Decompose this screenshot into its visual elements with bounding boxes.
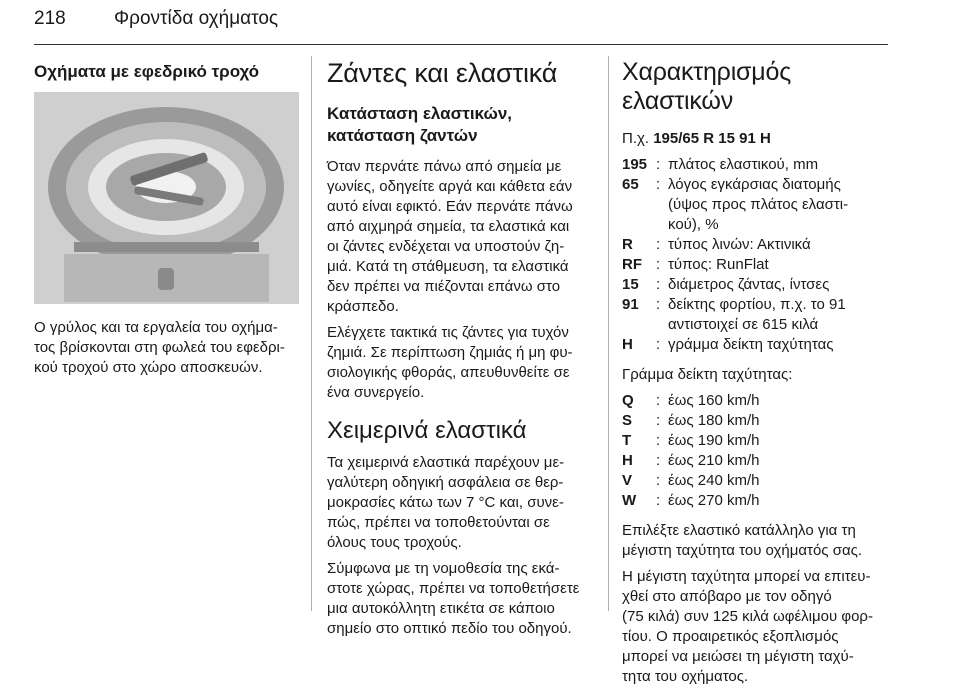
subsection-heading-winter: Χειμερινά ελαστικά xyxy=(327,417,527,444)
definition-row xyxy=(622,411,890,431)
definition-value: έως 240 km/h xyxy=(668,472,760,489)
colon: : xyxy=(656,236,661,253)
paragraph: Τα χειμερινά ελαστικά παρέχουν με- γαλύτερη οδηγική ασφάλεια σε θερ- μοκρασίες κάτω των 7 °C και, συνε- πώς, πρέπει να τοποθετούνται σε όλους τους τροχούς. xyxy=(327,454,565,551)
definition-key: T xyxy=(622,432,632,449)
definition-row xyxy=(622,155,890,175)
definition-value: δείκτης φορτίου, π.χ. το 91 αντιστοιχεί σε 615 κιλά xyxy=(668,296,846,333)
spare-wheel-illustration xyxy=(34,92,299,304)
colon: : xyxy=(656,392,661,409)
definition-key: H xyxy=(622,336,633,353)
paragraph: Όταν περνάτε πάνω από σημεία με γωνίες, οδηγείτε αργά και κάθετα εάν αυτό είναι εφικτό. Εάν περνάτε πάνω από αιχμηρά σημεία, τα ελαστικά και οι ζάντες ενδέχεται να υποστούν ζη- μιά. Κατά τη στάθμευση, τα ελαστικά δεν πρέπει να πιέζονται επάνω στο κράσπεδο. xyxy=(327,158,573,315)
example-prefix: Π.χ. xyxy=(622,130,650,147)
definition-key: W xyxy=(622,492,637,509)
definition-row xyxy=(622,255,890,275)
example-line xyxy=(622,130,890,147)
photo-caption xyxy=(34,318,299,378)
caption-line: τος βρίσκονται στη φωλεά του εφεδρι- xyxy=(34,339,285,356)
column-divider xyxy=(311,56,312,611)
page-header xyxy=(34,8,884,44)
definition-key: 65 xyxy=(622,176,639,193)
definition-value: τύπος: RunFlat xyxy=(668,256,769,273)
definition-value: γράμμα δείκτη ταχύτητας xyxy=(668,336,834,353)
definition-row xyxy=(622,491,890,511)
speed-list xyxy=(622,391,890,511)
column-tyre-designations xyxy=(622,56,890,693)
definition-value: πλάτος ελαστικού, mm xyxy=(668,156,819,173)
definition-value: έως 180 km/h xyxy=(668,412,760,429)
paragraph: Ελέγχετε τακτικά τις ζάντες για τυχόν ζημιά. Σε περίπτωση ζημιάς ή μη φυ- σιολογικής φθοράς, απευθυνθείτε σε ένα συνεργείο. xyxy=(327,324,573,401)
colon: : xyxy=(656,336,661,353)
paragraph: Σύμφωνα με τη νομοθεσία της εκά- στοτε χώρας, πρέπει να τοποθετήσετε μια αυτοκόλλητη ετικέτα σε κάποιο σημείο στο οπτικό πεδίο του οδηγού. xyxy=(327,560,580,637)
spare-wheel-photo xyxy=(34,92,299,304)
definition-row xyxy=(622,235,890,255)
definition-row xyxy=(622,275,890,295)
page-number: 218 xyxy=(34,8,66,29)
definition-row xyxy=(622,175,890,235)
definition-row xyxy=(622,471,890,491)
heading-line: κατάσταση ζαντών xyxy=(327,126,478,145)
column-divider xyxy=(608,56,609,611)
definition-key: H xyxy=(622,452,633,469)
designation-list xyxy=(622,155,890,355)
definition-key: 195 xyxy=(622,156,648,173)
definition-key: R xyxy=(622,236,633,253)
definition-value: έως 270 km/h xyxy=(668,492,760,509)
definition-value: έως 190 km/h xyxy=(668,432,760,449)
paragraph: Η μέγιστη ταχύτητα μπορεί να επιτευ- χθεί στο απόβαρο με τον οδηγό (75 κιλά) συν 125 κιλά ωφέλιμου φορ- τίου. Ο προαιρετικός εξοπλισμός μπορεί να μειώσει τη μέγιστη ταχύ- τητα του οχήματος. xyxy=(622,568,873,685)
paragraph: Επιλέξτε ελαστικό κατάλληλο για τη μέγιστη ταχύτητα του οχήματός σας. xyxy=(622,522,863,559)
example-code: 195/65 R 15 91 H xyxy=(653,130,771,147)
colon: : xyxy=(656,176,661,193)
definition-key: V xyxy=(622,472,633,489)
caption-line: κού τροχού στο χώρο αποσκευών. xyxy=(34,359,263,376)
definition-row xyxy=(622,431,890,451)
column-wheels-tyres xyxy=(327,56,597,645)
definition-value: έως 160 km/h xyxy=(668,392,760,409)
definition-row xyxy=(622,451,890,471)
page-title: Φροντίδα οχήματος xyxy=(114,8,279,29)
colon: : xyxy=(656,432,661,449)
definition-key: S xyxy=(622,412,633,429)
colon: : xyxy=(656,296,661,313)
definition-value: έως 210 km/h xyxy=(668,452,760,469)
section-heading: Οχήματα με εφεδρικό τροχό xyxy=(34,62,260,81)
heading-line: Κατάσταση ελαστικών, xyxy=(327,104,512,123)
definition-value: τύπος λινών: Ακτινικά xyxy=(668,236,811,253)
definition-row xyxy=(622,295,890,335)
colon: : xyxy=(656,492,661,509)
definition-row xyxy=(622,391,890,411)
definition-row xyxy=(622,335,890,355)
definition-key: 15 xyxy=(622,276,639,293)
definition-key: RF xyxy=(622,256,642,273)
colon: : xyxy=(656,256,661,273)
definition-value: διάμετρος ζάντας, ίντσες xyxy=(668,276,830,293)
definition-value: λόγος εγκάρσιας διατομής (ύψος προς πλάτος ελαστι- κού), % xyxy=(668,176,849,233)
colon: : xyxy=(656,472,661,489)
subsection-heading xyxy=(327,103,597,147)
definition-key: Q xyxy=(622,392,634,409)
speed-intro: Γράμμα δείκτη ταχύτητας: xyxy=(622,366,793,383)
section-title: Χαρακτηρισμός ελαστικών xyxy=(622,58,792,115)
column-spare-wheel xyxy=(34,56,299,378)
header-rule xyxy=(34,44,888,45)
section-title: Ζάντες και ελαστικά xyxy=(327,58,558,88)
colon: : xyxy=(656,156,661,173)
colon: : xyxy=(656,452,661,469)
colon: : xyxy=(656,412,661,429)
colon: : xyxy=(656,276,661,293)
caption-line: Ο γρύλος και τα εργαλεία του οχήμα- xyxy=(34,319,278,336)
definition-key: 91 xyxy=(622,296,639,313)
